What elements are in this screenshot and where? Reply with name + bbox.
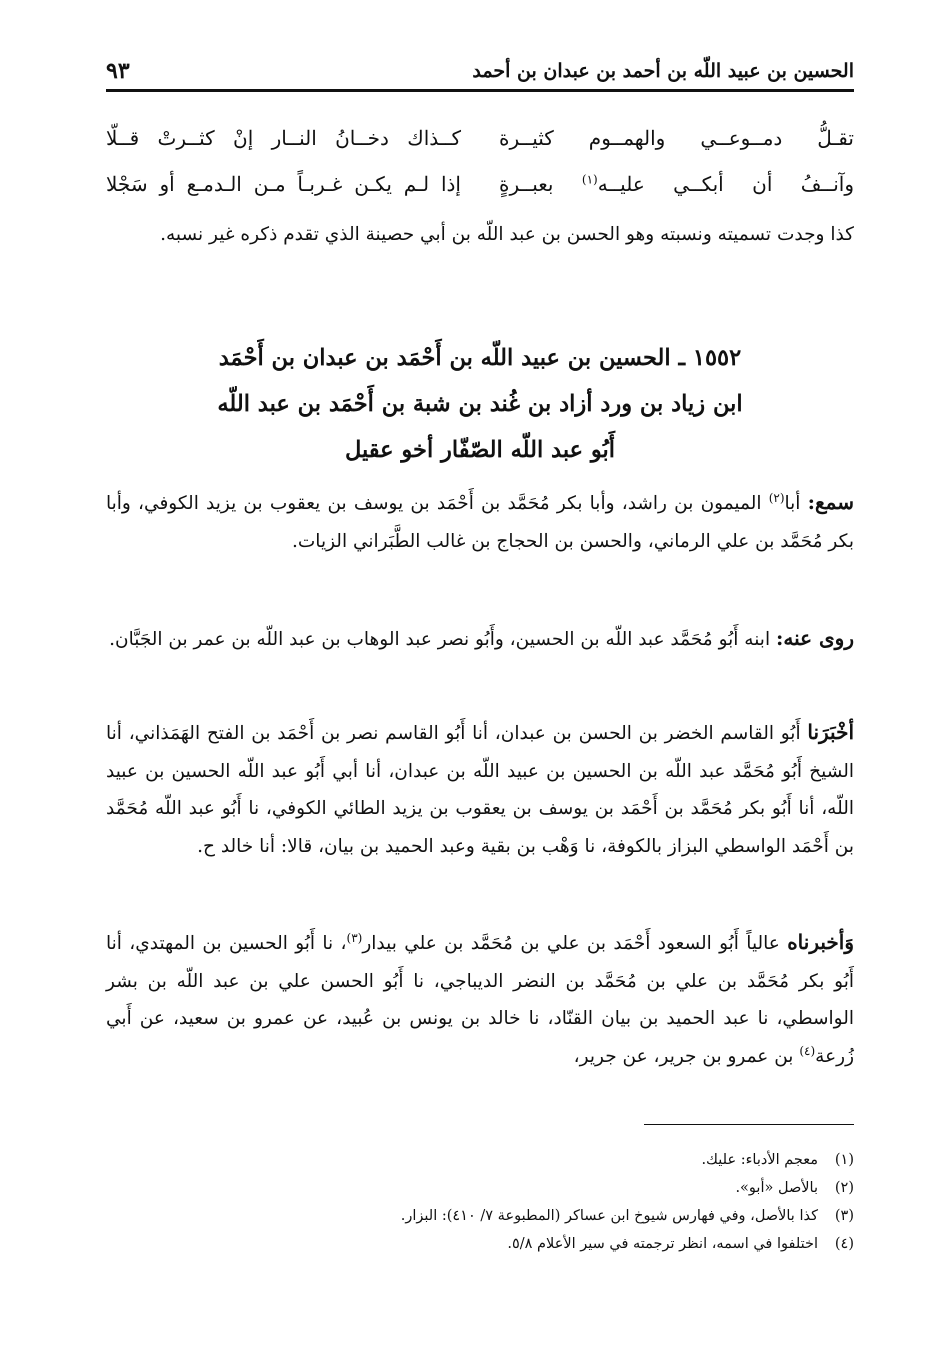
footnote-ref[interactable]: (٢) bbox=[768, 490, 785, 505]
footnote-number: (٤) bbox=[834, 1236, 854, 1252]
paragraph-isnad-1 bbox=[106, 714, 854, 865]
paragraph-text: أبا bbox=[784, 493, 808, 514]
entry-title-line-3: أَبُو عبد اللّه الصّفّار أخو عقيل bbox=[344, 437, 616, 463]
footnotes bbox=[106, 1146, 854, 1258]
paragraph-text: بن عمرو بن جرير، عن جرير، bbox=[573, 1045, 800, 1067]
paragraph-keyword: سمع: bbox=[807, 490, 854, 514]
footnote-3 bbox=[106, 1202, 854, 1230]
paragraph-isnad-2 bbox=[106, 924, 854, 1075]
paragraph-text: ابنه أَبُو مُحَمَّد عبد اللّه بن الحسين، وأَبُو نصر عبد الوهاب بن عبد اللّه بن عمر بن الجَبَّان. bbox=[109, 629, 776, 650]
verse-text: وآنــفُ أن أبكــي عليــه bbox=[597, 172, 855, 196]
footnote-1 bbox=[106, 1146, 854, 1174]
entry-title bbox=[106, 335, 854, 473]
verse-hemistich-first bbox=[499, 164, 854, 204]
page-header bbox=[106, 52, 854, 92]
paragraph-text: أَبُو القاسم الخضر بن الحسن بن عبدان، أنا أَبُو القاسم نصر بن أَحْمَد بن الفتح الهَمَذاني، أنا الشيخ أَبُو مُحَمَّد عبد اللّه بن الحسين بن عبيد اللّه بن عبدان، أنا أبي أَبُو عبد اللّه الحسين بن عبيد اللّه، أنا أَبُو بكر مُحَمَّد بن أَحْمَد بن يوسف بن يعقوب بن يزيد الطائي الكوفي، نا أَبُو عبد اللّه مُحَمَّد بن أَحْمَد الواسطي البزاز بالكوفة، نا وَهْب بن بقية وعبد الحميد بن بيان، قالا: أنا خالد ح. bbox=[106, 723, 854, 857]
paragraph-text: عالياً أَبُو السعود أَحْمَد بن علي بن مُحَمَّد بن علي بيدار bbox=[362, 933, 788, 954]
footnote-number: (٣) bbox=[834, 1208, 854, 1224]
intro-paragraph: كذا وجدت تسميته ونسبته وهو الحسن بن عبد اللّه بن أبي حصينة الذي تقدم ذكره غير نسبه. bbox=[160, 224, 854, 245]
footnote-number: (١) bbox=[834, 1152, 854, 1168]
paragraph-narrated-by bbox=[106, 620, 854, 659]
verse-hemistich-second: كــذاك دخــانُ النــار إنْ كثــرتْ قــلّا bbox=[106, 126, 461, 150]
paragraph-keyword: أخْبَرَنا bbox=[807, 720, 854, 744]
footnote-ref[interactable]: (٤) bbox=[799, 1043, 816, 1058]
footnote-text: بالأصل «أبو». bbox=[735, 1180, 818, 1196]
footnote-4 bbox=[106, 1230, 854, 1258]
paragraph-keyword: روى عنه: bbox=[775, 626, 854, 650]
verse-line-1 bbox=[106, 118, 854, 158]
verse-text: بعبــرةٍ bbox=[499, 172, 582, 196]
footnote-divider bbox=[644, 1124, 854, 1125]
footnote-text: كذا بالأصل، وفي فهارس شيوخ ابن عساكر (المطبوعة ٧/ ٤١٠): البزار. bbox=[400, 1208, 818, 1224]
paragraph-heard-from bbox=[106, 484, 854, 560]
verse-hemistich-second: إذا لـم يكـن غـربـاً مـن الـدمـع أو سَجْلا bbox=[106, 172, 461, 196]
footnote-number: (٢) bbox=[834, 1180, 854, 1196]
entry-title-line-2: ابن زياد بن ورد أزاد بن غُند بن شبة بن أَحْمَد بن عبد اللّه bbox=[217, 391, 743, 417]
footnote-ref[interactable]: (١) bbox=[581, 172, 598, 187]
verse-line-2 bbox=[106, 164, 854, 204]
paragraph-keyword: وَأخبرناه bbox=[787, 930, 854, 954]
paragraph-text: الميمون بن راشد، وأبا بكر مُحَمَّد بن أَحْمَد بن يوسف بن يعقوب بن يزيد الكوفي، وأبا بكر مُحَمَّد بن علي الرماني، والحسن بن الحجاج بن غالب الطَّبَراني الزيات. bbox=[106, 493, 854, 552]
footnote-text: اختلفوا في اسمه، انظر ترجمته في سير الأعلام ٥/٨. bbox=[507, 1236, 818, 1252]
paragraph-text: ، نا أَبُو الحسين بن المهتدي، أنا أَبُو بكر مُحَمَّد بن علي بن مُحَمَّد بن النضر الديباجي، نا أَبُو الحسن علي بن عبد اللّه بن بشر الواسطي، نا عبد الحميد بن بيان القنّاد، نا خالد بن يونس بن عُبيد، عن عمرو بن سعيد، عن أَبي زُرعة bbox=[106, 933, 854, 1067]
running-title: الحسين بن عبيد اللّه بن أحمد بن عبدان بن أحمد bbox=[472, 60, 854, 82]
footnote-text: معجم الأدباء: عليك. bbox=[701, 1152, 818, 1168]
footnote-2 bbox=[106, 1174, 854, 1202]
entry-title-line-1: ١٥٥٢ ـ الحسين بن عبيد اللّه بن أَحْمَد بن عبدان بن أَحْمَد bbox=[218, 345, 742, 371]
verse-hemistich-first: تقـلُّ دمــوعــي والهمــوم كثيــرة bbox=[499, 126, 854, 150]
page-number: ٩٣ bbox=[106, 58, 130, 84]
footnote-ref[interactable]: (٣) bbox=[346, 930, 363, 945]
